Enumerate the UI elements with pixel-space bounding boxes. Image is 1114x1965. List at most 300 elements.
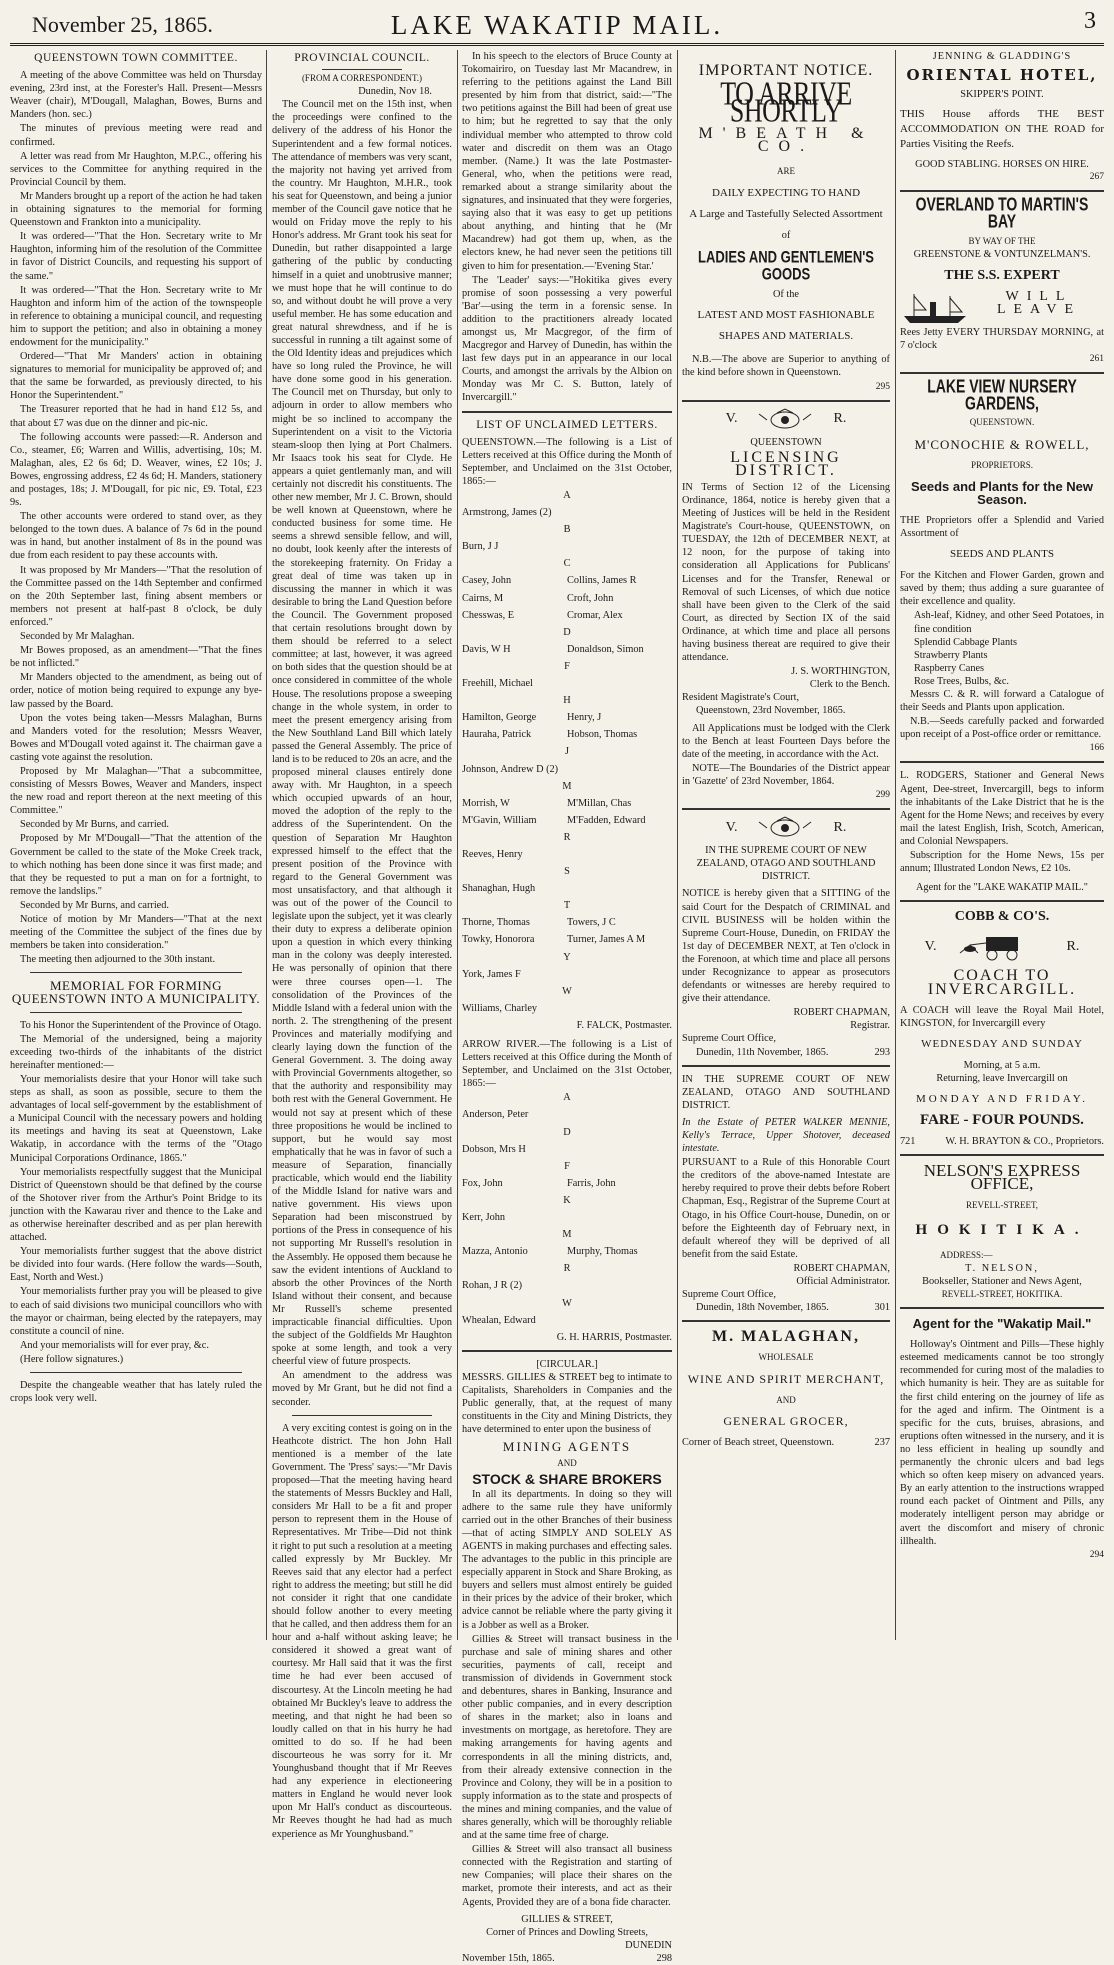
paragraph: Mr Manders brought up a report of the action he had taken in obtaining signatures to the memorial for forming Queenstown and Frankton into a municipality. [10, 190, 262, 229]
advert-text: N.B.—The above are Superior to anything of the kind before shown in Queenstown. [682, 354, 890, 379]
addressee-name [567, 848, 672, 861]
addressee-name [567, 1211, 672, 1224]
ad-footer [462, 1952, 672, 1965]
addressee-name: Hauraha, Patrick [462, 729, 532, 741]
column-rule [457, 50, 458, 1640]
paragraph: In his speech to the electors of Bruce County at Tokomairiro, on Tuesday last Mr Macandrew, in referring to the petitions against the Land Bill presented by him from that district, said:—"The two petitions against the Bill had been of great use to him; but he regretted to say that the only individual member who attempted to throw cold water and discredit on them was an Otago member. (Name.) It was the late Postmaster-General, who, when the petitions were read, remarked about a strange similarity about the signatures, and insinuated that they were forgeries, saying also that it was easy to get up petitions about anything, and hinting that he (Mr Macandrew) had got them up, when, as the electors knew, he had never seen the petitions till given to him for presentation.—'Evening Star.' [462, 51, 672, 272]
addressee-name [567, 1314, 672, 1327]
ad-footer [900, 1135, 1104, 1148]
firm-address: Corner of Beach street, Queenstown. [682, 1436, 835, 1448]
ship-name: THE S.S. EXPERT [944, 267, 1060, 283]
ad-number: 261 [1089, 354, 1104, 365]
section-heading: LIST OF UNCLAIMED LETTERS. [476, 418, 658, 431]
ad-number: 267 [1089, 172, 1104, 183]
addressee-name: Hobson, Thomas [567, 729, 638, 741]
alphabet-divider: F [564, 1160, 570, 1172]
steamship-icon [900, 290, 970, 326]
alphabet-divider: D [563, 1126, 571, 1138]
firm-name: M'CONOCHIE & ROWELL, [914, 436, 1090, 452]
addressee-name: Davis, W H [462, 643, 511, 655]
divider [900, 190, 1104, 192]
addressee-name: York, James F [462, 968, 521, 980]
advert-text: L. RODGERS, Stationer and General News Agent, Dee-street, Invercargill, begs to inform the inhabitants of the Lake District that he is the Agent for the Home News; and receives by every mail the latest English, Irish, Scotch, American, and Colonial Newspapers. [900, 770, 1104, 847]
advert-text: AND [557, 1458, 577, 1469]
advert-text: WEDNESDAY AND SUNDAY [921, 1037, 1083, 1050]
paragraph: (Here follow signatures.) [20, 1353, 124, 1365]
notice-heading: QUEENSTOWN [750, 436, 822, 448]
advert-text: DAILY EXPECTING TO HAND [711, 186, 861, 199]
column-5 [900, 50, 1104, 1640]
advert-text: REVELL-STREET, [965, 1199, 1039, 1210]
ad-number: 294 [1089, 1549, 1104, 1560]
advert-text: Morning, at 5 a.m. [963, 1059, 1041, 1071]
addressee-name [567, 1108, 672, 1121]
alphabet-divider: W [562, 985, 572, 997]
firm-name: M. MALAGHAN, [712, 1328, 860, 1346]
signature: G. H. HARRIS, Postmaster. [556, 1331, 672, 1343]
signature-title: Registrar. [850, 1020, 890, 1032]
advert-text: GREENSTONE & VONTUNZELMAN'S. [913, 248, 1091, 260]
alphabet-divider: Y [563, 951, 571, 963]
addressee-name: Towky, Honorora [462, 934, 535, 946]
notice-heading: LICENSING DISTRICT. [730, 448, 842, 479]
advert-text: MONDAY AND FRIDAY. [915, 1093, 1089, 1106]
alphabet-divider: K [563, 1194, 571, 1206]
letter-row [462, 916, 672, 929]
letter-row [462, 882, 672, 895]
advert-text: MESSRS. GILLIES & STREET beg to intimate to Capitalists, Shareholders in Companies and the Public generally, that, at the request of many constituents in the City and Mining Districts, they have determined to enter upon the business of [462, 1371, 672, 1436]
addressee-name: Murphy, Thomas [567, 1246, 638, 1258]
divider [682, 1320, 890, 1322]
paragraph: Ordered—"That Mr Manders' action in obtaining signatures to memorial for municipality be approved of; and that the same be forwarded, as previously directed, to his Honor the Superintendent." [10, 351, 262, 402]
column-rule [895, 50, 896, 1640]
addressee-name: Dobson, Mrs H [462, 1143, 526, 1155]
letters-intro: ARROW RIVER.—The following is a List of Letters received at this Office during the Month of September, and Unclaimed on the 31st October, 1865:— [462, 1039, 672, 1090]
advert-text: GOOD STABLING. HORSES ON HIRE. [915, 159, 1089, 171]
advert-headline: LADIES AND GENTLEMEN'S GOODS [698, 246, 874, 284]
seed-item: Raspberry Canes [914, 662, 985, 674]
addressee-name [567, 763, 672, 776]
advert-text: WINE AND SPIRIT MERCHANT, [687, 1371, 885, 1386]
advert-text: WILL LEAVE [996, 288, 1082, 318]
paragraph: Seconded by Mr Burns, and carried. [20, 899, 169, 911]
divider [462, 1350, 672, 1352]
notice-heading: IN THE SUPREME COURT OF NEW ZEALAND, OTAGO AND SOUTHLAND DISTRICT. [696, 845, 876, 883]
notice-text: All Applications must be lodged with the Clerk to the Bench at least Fourteen Days before the date of the meeting, in accordance with the Act. [682, 722, 890, 760]
notice-footer [682, 1301, 890, 1314]
crest-letter: R. [833, 411, 847, 427]
addressee-name [567, 968, 672, 981]
letter-row [462, 1002, 672, 1015]
firm-name: T. NELSON, [965, 1262, 1039, 1274]
article-body [272, 1422, 452, 1841]
column-rule [266, 50, 267, 1640]
column-rule [677, 50, 678, 1640]
addressee-name: Hamilton, George [462, 712, 537, 724]
paragraph: A very exciting contest is going on in the Heathcote district. The hon John Hall mentioned is a member of the late Government. The 'Press' says:—"Mr Davis proposed—That the meeting having heard the statements of Messrs Buckley and Hall, considers Mr Hall to be a fit and proper person to represent them in the House of Representatives. Mr Tribe—Did not think it right to put such a resolution at a meeting called expressly by Mr Buckley. Mr Reeves said that any elector had a perfect right to address the meeting; but still he did not consider it right that one candidate should follow another to every meeting that he called, and then address them for an hour and a-half without asking leave; he considered it showed a great want of courtesy. Mr Hall said that it was the first time he had ever been accused of discourtesy. At the Lincoln meeting he had obtained Mr Buckley's leave to address the meeting, and that night he had been so loudly called on that in his hurry he had omitted to do so. If he had been discourteous he was sorry for it. Mr Younghusband thought that if Mr Reeves had any experience in electioneering matters in England he would never look upon Mr Hall's conduct as discourteous. Mr Reeves thought he had had as much experience as Mr Younghusband." [272, 1422, 452, 1840]
addressee-name: Freehill, Michael [462, 678, 533, 690]
advert-text: Messrs C. & R. will forward a Catalogue of their Seeds and Plants upon application. [900, 689, 1104, 714]
advert-heading: JENNING & GLADDING'S [932, 51, 1072, 62]
letter-row [462, 933, 672, 946]
paragraph: It was ordered—"That the Hon. Secretary write to Mr Haughton and inform him of the action of the townspeople in reference to obtaining a municipal council, and requesting him to support the petition; and also in obtaining a money endowment for the municipality." [10, 284, 262, 348]
advert-text: PROPRIETORS. [970, 459, 1034, 470]
ad-number: 298 [656, 1952, 672, 1964]
crest-letter: V. [725, 819, 738, 835]
alphabet-divider: W [562, 1297, 572, 1309]
ad-number: 301 [874, 1302, 890, 1314]
paragraph: Proposed by Mr Malaghan—"That a subcommittee, consisting of Messrs Bowes, Weaver and Manders, inspect the new road and report thereon at the next meeting of this Committee." [10, 765, 262, 817]
addressee-name: Fox, John [462, 1177, 503, 1189]
office: Supreme Court Office, [682, 1033, 776, 1045]
addressee-name: M'Millan, Chas [567, 797, 632, 809]
paragraph: Your memorialists respectfully suggest that the Municipal District of Queenstown should be that defined by the course of the Shotover river from the Arthur's Point Bridge to its junction with the Kawarau river and thence to the Lake and as otherwise hereinafter described and as per plan herewith attached. [10, 1166, 262, 1244]
addressee-name: Towers, J C [567, 917, 616, 929]
addressee-name: Anderson, Peter [462, 1109, 529, 1121]
letters-list [462, 489, 672, 1015]
addressee-name: Mazza, Antonio [462, 1246, 528, 1258]
advert-text: Subscription for the Home News, 15s per annum; Illustrated London News, £2 10s. [900, 850, 1104, 875]
alphabet-divider: M [562, 780, 572, 792]
notice-date: Queenstown, 23rd November, 1865. [696, 705, 846, 717]
paragraph: Your memorialists further pray you will be pleased to give to each of said divisions two municipal councillors who with the mayor or chairman, being elected by the ratepayers, may constitute a council of nine. [10, 1286, 262, 1337]
advert-text: THE Proprietors offer a Splendid and Varied Assortment of [900, 514, 1104, 539]
advert-text: Holloway's Ointment and Pills—These highly esteemed medicaments cannot be too strongly recommended for curing most of the maladies to which humanity is heir. They are as suitable for the first child entering on the journey of life as for the aged and infirm. The Ointment is a specific for the cuts, bruises, abrasions, and eruptions often witnessed in the nursery, and it is no less efficient in healing up soundly and permanently the chronic ulcers and bad legs which so often keep misery on advanced years. By an early attention to the instructions wrapped round each packet of Ointment and Pills, any moderately intelligent person may abridge or avert the discomfort and misery of chronic illhealth. [900, 1339, 1104, 1547]
divider [682, 400, 890, 402]
advert-heading: Seeds and Plants for the New Season. [910, 478, 1094, 507]
dateline: Dunedin, Nov 18. [358, 86, 432, 98]
addressee-name: Kerr, John [462, 1212, 506, 1224]
notice-date: Dunedin, 11th November, 1865. [696, 1046, 829, 1058]
advert-text: BY WAY OF THE [968, 235, 1036, 246]
seed-item: Strawberry Plants [914, 649, 988, 661]
paragraph: The Memorial of the undersigned, being a majority exceeding two-thirds of the inhabitants of the district hereinafter mentioned:— [10, 1033, 262, 1071]
ad-number: 166 [1089, 743, 1104, 754]
notice-text: PURSUANT to a Rule of this Honorable Court the creditors of the above-named Intestate are hereby required to prove their debts before Robert Chapman, Esq., Registrar of the Supreme Court at Otago, in his Office Court-house, Dunedin, on or before the Eighteenth day of February next, in default whereof they will be deprived of all benefit from the said Estate. [682, 1157, 890, 1260]
addressee-name [567, 1143, 672, 1156]
divider [900, 761, 1104, 763]
divider [292, 1415, 432, 1416]
letter-row [462, 1211, 672, 1224]
letter-row [462, 1108, 672, 1121]
paragraph: A letter was read from Mr Haughton, M.P.C., offering his services to the Committee for anything required in the Provincial Council by them. [10, 150, 262, 188]
notice-heading: IN THE SUPREME COURT OF NEW ZEALAND, OTAGO AND SOUTHLAND DISTRICT. [682, 1073, 890, 1111]
letter-row [462, 574, 672, 587]
advert-headline: OVERLAND TO MARTIN'S BAY [915, 193, 1089, 232]
paragraph: Mr Bowes proposed, as an amendment—"That the fines be not inflicted." [10, 645, 262, 670]
paragraph: Mr Manders objected to the amendment, as being out of order, notice of motion being required to expunge any bye-law passed by the Board. [10, 672, 262, 710]
letter-row [462, 848, 672, 861]
paragraph: Seconded by Mr Burns, and carried. [20, 819, 169, 831]
divider [900, 1154, 1104, 1156]
alphabet-divider: A [563, 1092, 571, 1104]
advert-text: Returning, leave Invercargill on [936, 1072, 1068, 1084]
city: DUNEDIN [625, 1939, 672, 1951]
royal-crest-icon [757, 816, 813, 838]
advert-heading: STOCK & SHARE BROKERS [472, 1470, 662, 1487]
addressee-name: Chesswas, E [462, 609, 515, 621]
advert-text: Rees Jetty EVERY THURSDAY MORNING, at 7 o'clock [900, 326, 1104, 352]
addressee-name: Johnson, Andrew D (2) [462, 763, 559, 775]
paragraph: The 'Leader' says:—"Hokitika gives every promise of soon possessing a very powerful 'Bar'—using the term in a forensic sense. In addition to the practitioners already located amongst us, Mr Macgregor, of the firm of Macgregor and Harvey of Dunedin, has within the last few days put in an appearance in our local Courts, and amongst the arrivals by the Albion on Monday was Mr C. S. Button, lately of Invercargill." [462, 274, 672, 404]
addressee-name: Reeves, Henry [462, 848, 523, 860]
paragraph: The minutes of previous meeting were read and confirmed. [10, 123, 262, 148]
alphabet-divider: T [563, 900, 571, 912]
newspaper-title: LAKE WAKATIP MAIL. [390, 10, 724, 40]
letter-row [462, 677, 672, 690]
addressee-name: Burn, J J [462, 541, 499, 553]
firm-address: Corner of Princes and Dowling Streets, [486, 1926, 648, 1938]
byline: (FROM A CORRESPONDENT.) [301, 73, 423, 84]
advert-text: SEEDS AND PLANTS [950, 548, 1054, 561]
column-3 [462, 50, 672, 1964]
office: Supreme Court Office, [682, 1289, 776, 1301]
letters-list [462, 1091, 672, 1326]
seed-item: Rose Trees, Bulbs, &c. [914, 675, 1009, 687]
addressee-name: M'Fadden, Edward [567, 814, 646, 826]
ad-number: 237 [874, 1436, 890, 1448]
advert-text: THIS House affords THE BEST ACCOMMODATION ON THE ROAD for Parties Visiting the Reefs. [900, 108, 1104, 151]
advert-text: ADDRESS:— [940, 1249, 993, 1260]
article-heading: PROVINCIAL COUNCIL. [294, 52, 430, 64]
paragraph: Upon the votes being taken—Messrs Malaghan, Burns and Manders voted for the resolution; Messrs Weaver, Bowes and M'Dougall voted against it. The chairman gave a casting vote against the resolution. [10, 712, 262, 763]
letter-row [462, 1279, 672, 1292]
addressee-name: Cromar, Alex [567, 609, 623, 621]
addressee-name: Morrish, W [462, 797, 510, 809]
masthead [10, 6, 1104, 46]
divider [462, 411, 672, 413]
advert-text: For the Kitchen and Flower Garden, grown and saved by them; thus adding a sure guarantee of their excellence and quality. [900, 570, 1104, 608]
ad-number: 721 [900, 1136, 916, 1148]
divider [30, 1372, 242, 1373]
alphabet-divider: R [563, 1263, 571, 1275]
alphabet-divider: B [563, 524, 571, 536]
article-heading: QUEENSTOWN TOWN COMMITTEE. [34, 52, 238, 64]
letter-row [462, 643, 672, 656]
advert-text: QUEENSTOWN. [969, 417, 1035, 428]
addressee-name [567, 540, 672, 553]
addressee-name: Farris, John [567, 1177, 616, 1189]
signature: ROBERT CHAPMAN, [793, 1007, 890, 1019]
divider [900, 1307, 1104, 1309]
ad-footer [682, 1436, 890, 1449]
article-body [10, 1019, 262, 1366]
letter-row [462, 763, 672, 776]
alphabet-divider: F [564, 660, 570, 672]
notice-footer [682, 1046, 890, 1059]
addressee-name: Casey, John [462, 575, 512, 587]
notice-date: Dunedin, 18th November, 1865. [696, 1302, 829, 1314]
alphabet-divider: M [562, 1229, 572, 1241]
firm-name: M'BEATH & CO. [698, 125, 874, 156]
article-body [272, 98, 452, 1408]
ad-number: 299 [875, 790, 890, 801]
divider [682, 808, 890, 810]
divider [30, 1012, 242, 1013]
crest-letter: R. [1066, 938, 1080, 954]
royal-crest-header [682, 816, 890, 838]
letter-row [462, 1143, 672, 1156]
seed-list [900, 609, 1104, 688]
advert-body [462, 1488, 672, 1909]
letter-row [462, 1245, 672, 1258]
signature: J. S. WORTHINGTON, [791, 666, 890, 678]
paragraph: In all its departments. In doing so they will adhere to the same rule they have uniformly carried out in the other Branches of their business—that of acting SIMPLY AND SOLELY AS AGENTS in making purchases and effecting sales. The advantages to the public in this principle are especially apparent in Stock and Share Broking, as buyers and sellers must almost entirely be guided in their prices by the advice of their broker, which advice cannot be reliable where the party giving it is a Jobber as well as a Broker. [462, 1488, 672, 1631]
letter-row [462, 814, 672, 827]
news-item: Despite the changeable weather that has lately ruled the crops look very well. [10, 1380, 262, 1405]
advert-text: REVELL-STREET, HOKITIKA. [941, 1289, 1063, 1299]
page-number: 3 [1084, 8, 1096, 34]
coach-header [900, 931, 1104, 961]
notice-text: NOTICE is hereby given that a SITTING of the said Court for the Despatch of CRIMINAL and CIVIL BUSINESS will be holden within the Supreme Court-House, Dunedin, on FRIDAY the 1st day of DECEMBER NEXT, at Ten o'clock in the Forenoon, at which time and place all persons under Recognizance to appear as prosecutors defendants or witnesses are hereby required to give their attendance. [682, 888, 890, 1005]
divider [322, 69, 402, 70]
paragraph: An amendment to the address was moved by Mr Grant, but he did not find a seconder. [272, 1370, 452, 1408]
royal-crest-icon [757, 408, 813, 430]
advert-headline: COACH TO INVERCARGILL. [927, 967, 1077, 998]
letter-row [462, 1177, 672, 1190]
paragraph: The Treasurer reported that he had in hand £12 5s, and that about £7 was due on the dinner and pic-nic. [10, 404, 262, 429]
seed-item: Ash-leaf, Kidney, and other Seed Potatoes, in fine condition [914, 610, 1104, 635]
article-body [10, 69, 262, 966]
signature: F. FALCK, Postmaster. [576, 1019, 672, 1031]
addressee-name [567, 1279, 672, 1292]
paragraph: It was proposed by Mr Manders—"That the resolution of the Committee passed on the 14th September and confirmed on the 20th September last, fining absent members or members not present at half-past 8 o'clock, be duly enforced." [10, 564, 262, 628]
advert-heading: IMPORTANT NOTICE. [698, 62, 874, 79]
addressee-name: Croft, John [567, 592, 614, 604]
divider [900, 900, 1104, 902]
addressee-name: Armstrong, James (2) [462, 507, 552, 519]
addressee-name: Donaldson, Simon [567, 643, 644, 655]
article-heading: MEMORIAL FOR FORMING QUEENSTOWN INTO A MUNICIPALITY. [11, 978, 261, 1007]
alphabet-divider: R [563, 831, 571, 843]
crest-letter: V. [725, 411, 738, 427]
advert-headline: NELSON'S EXPRESS OFFICE, [923, 1161, 1081, 1194]
advert-text: AND [776, 1394, 796, 1405]
advert-text: Of the [772, 289, 800, 301]
article-body [462, 50, 672, 405]
letter-row [462, 797, 672, 810]
addressee-name: Shanaghan, Hugh [462, 883, 536, 895]
paragraph: It was ordered—"That the Hon. Secretary write to Mr Haughton, informing him of the resolution of the Committee in favor of District Councils, and requesting his support of the same." [10, 231, 262, 282]
estate-name: In the Estate of PETER WALKER MENNIE, Kelly's Terrace, Upper Shotover, deceased intestate. [682, 1116, 890, 1155]
letter-row [462, 1314, 672, 1327]
ad-number: 295 [875, 381, 890, 392]
paragraph: The following accounts were passed:—R. Anderson and Co., steamer, £6; Warren and Willis, advertising, 10s; M. Malaghan, ales, £2 6s 6d; D. Weaver, wines, £2 10s; J. Bowes, engrossing address, £2 4s 6d; H. Manders, stationery and postages, 18s; J. M'Dougall, for pic nic, £9. Total, £23 9s. [10, 431, 262, 509]
column-2 [272, 50, 452, 1840]
addressee-name [567, 882, 672, 895]
alphabet-divider: A [563, 490, 571, 501]
divider [30, 972, 242, 973]
advert-heading: Agent for the "Wakatip Mail." [912, 1316, 1092, 1332]
addressee-name: Collins, James R [567, 575, 637, 587]
paragraph: Your memorialists desire that your Honor will take such steps as shall, as soon as possible, secure to them the advantages of local self-government by the establishment of a Municipal Council with the necessary powers and holding its meetings and having its seat at Queenstown, Lake Wakatip, in accordance with the terms of the "Otago Municipal Corporations Ordinance, 1865." [10, 1073, 262, 1164]
advert-text: A Large and Tastefully Selected Assortment [689, 207, 883, 220]
column-4 [682, 50, 890, 1640]
divider [900, 372, 1104, 374]
paragraph: Your memorialists further suggest that the above district be divided into four wards. (Here follow the wards—South, East, North and West.) [10, 1246, 262, 1284]
addressee-name: M'Gavin, William [462, 814, 537, 826]
addressee-name [567, 1002, 672, 1015]
letter-row [462, 540, 672, 553]
alphabet-divider: J [564, 746, 569, 758]
addressee-name: Whealan, Edward [462, 1314, 536, 1326]
crest-letter: V. [924, 938, 937, 954]
fare: FARE - FOUR POUNDS. [920, 1112, 1084, 1129]
paragraph: The meeting then adjourned to the 30th instant. [20, 954, 216, 966]
letters-intro: QUEENSTOWN.—The following is a List of Letters received at this Office during the Month of September, and Unclaimed on the 31st October, 1865:— [462, 436, 672, 487]
letter-row [462, 609, 672, 622]
signature-title: Clerk to the Bench. [809, 679, 890, 691]
column-1 [10, 50, 262, 1640]
alphabet-divider: H [563, 695, 571, 707]
advert-headline: TO ARRIVE SHORTLY [720, 74, 852, 130]
addressee-name: Turner, James A M [567, 934, 646, 946]
letter-row [462, 968, 672, 981]
circular-label: [CIRCULAR.] [536, 1358, 598, 1370]
paragraph: Gillies & Street will transact business in the purchase and sale of mining shares and other securities, payments of call, receipt and transmission of dividends in Government stock and debentures, shares in Banking, Insurance and other public companies, and in every description of shares in the market; also in loans and investments on mortgage, as heretofore. They are making arrangements for having agents and correspondents in all the mining districts, and, from their already extensive connection in the Province and Colony, they will be in a position to supply information as to the state and prospects of the mines and mining companies, and the value of shares generally, which will be thoroughly reliable and at the same time free of charge. [462, 1633, 672, 1842]
crest-letter: R. [833, 819, 847, 835]
advert-text: ARE [777, 166, 795, 177]
addressee-name: Williams, Charley [462, 1002, 538, 1014]
addressee-name [567, 677, 672, 690]
advert-text: A COACH will leave the Royal Mail Hotel, KINGSTON, for Invercargill every [900, 1004, 1104, 1029]
stagecoach-icon [956, 931, 1046, 961]
paragraph: Seconded by Mr Malaghan. [20, 631, 135, 643]
firm-name: GILLIES & STREET, [521, 1913, 613, 1925]
paragraph: The Council met on the 15th inst, when the proceedings were confined to the delivery of the address of his Honor the Superintendent and a few formal notices. The attendance of members was very scant, the majority not having yet arrived from the country. Mr Haughton, M.H.R., took his seat for Queenstown, and being a junior member of the Council gave notice that he would on Friday move the reply to his Honor's address. Mr Grant took his seat for Dunedin, but rather disappointed a large gathering of the public by conducting himself in a quiet and unobtrusive manner; we must hope that he will continue to do so, and without doubt he will prove a very useful member. He has some education and great natural shrewdness, and if he is successful in running a tilt against some of the Old Identity ideas and prejudices which have so long ruled the Province, he will have done some good in his generation. The Council met on Thursday, but only to adjourn in order to allow members who might be so inclined to accompany the Superintendent on a visit to the Victoria steam-sloop then lying at Port Chalmers. Mr Isaacs took his seat for Clyde. He appears a quiet gentlemanly man, and will certainly not discredit his constituents. The other new member, Mr J. C. Brown, should be well known at Queenstown, where he conducted business for some time. He seems a shrewd sensible fellow, and will, no doubt, look keenly after the interests of the storekeeping fraternity. On Friday a great deal of time was taken up in discussing the manner in which it was desirable to bring the Land Question before the Council. The Government proposed that certain resolutions brought down by them should be referred to a select committee; at last, however, it was agreed on both sides that the question should be at once considered in committee of the whole House. The resolutions propose a sweeping change in the whole system, in order to meet the present emergency arising from the New Southland Land Bill which lately passed the General Assembly. The price of land is to be reduced to 20s an acre, and the proposed mineral clauses entirely done away with. Mr Haughton, in a speech which occupied upwards of an hour, moved the adoption of the reply to the address of the Superintendent. On the question of Separation Mr Haughton expressed himself to the effect that the present position of the Province with regard to the General Government was most unsatisfactory, and that although it was out of the power of the Council to legislate upon the subject, yet it was clearly their duty to express a deliberate opinion upon a question in which every thinking man in the colony was deeply interested. He was personally of opinion that there were three courses open—1. The consolidation of the Provinces of the Middle Island with a federal union with the north. 2. The strengthening of the present Provinces and materially modifying and clearly laying down the function of the General Government. 3. The doing away with Provincial Governments altogether, so that the authority and responsibility may both rest with the General Government. He would not say at present which of these three propositions he would be inclined to support, but he would say most emphatically that he was in favor of such a measure of Separation, financially practicable, which would end the liability of the Middle Island for native wars and native government. His views upon Separation had been misconstrued by portions of the Press in consequence of his not supporting Mr Russell's resolution in the Assembly. He opposed them because he saw the evident intentions of Auckland to absorb the other Provinces of the North Island without their consent, and because Mr Russell's scheme presented impracticable financial difficulties. Upon the subject of the Goldfields Mr Haughton spoke at some length, and took a very cheerful view of future prospects. [272, 99, 452, 1368]
paragraph: Proposed by Mr M'Dougall—"That the attention of the Government be called to the state of the Moke Creek track, to which nothing has been done since it was first made; and that they be requested to put a man on for a fortnight, to remove the landslips." [10, 833, 262, 897]
letter-row [462, 728, 672, 741]
alphabet-divider: S [564, 866, 570, 878]
advert-text: of [781, 229, 791, 241]
issue-date: November 25, 1865. [32, 12, 213, 37]
alphabet-divider: C [563, 558, 571, 570]
addressee-name: Henry, J [567, 712, 602, 724]
signature-title: Official Administrator. [796, 1276, 890, 1288]
advert-heading: MINING AGENTS [502, 1439, 632, 1455]
office: Resident Magistrate's Court, [682, 692, 800, 704]
newspaper-page [10, 6, 1104, 1964]
letter-row [462, 592, 672, 605]
paragraph: A meeting of the above Committee was held on Thursday evening, 23rd inst, at the Forester's Hall. Present—Messrs Weaver (chair), M'Dougall, Malaghan, Bowes, Burns and Manders (hon. sec.) [10, 70, 262, 121]
seed-item: Splendid Cabbage Plants [914, 636, 1017, 648]
letter-row [462, 506, 672, 519]
addressee-name: Thorne, Thomas [462, 917, 530, 929]
alphabet-divider: D [563, 626, 571, 638]
ad-date: November 15th, 1865. [462, 1952, 555, 1964]
advert-text: Agent for the "LAKE WAKATIP MAIL." [916, 882, 1088, 894]
letter-row [462, 711, 672, 724]
proprietors: W. H. BRAYTON & CO., Proprietors. [945, 1136, 1104, 1148]
notice-text: NOTE—The Boundaries of the District appear in 'Gazette' of 23rd November, 1864. [682, 762, 890, 787]
paragraph: And your memorialists will for ever pray, &c. [20, 1339, 209, 1351]
addressee-name: Cairns, M [462, 592, 504, 604]
hotel-name: ORIENTAL HOTEL, [906, 66, 1098, 85]
paragraph: Notice of motion by Mr Manders—"That at the next meeting of the Committee the subject of the fines due by members be taken into consideration." [10, 914, 262, 952]
paragraph: The other accounts were ordered to stand over, as they belonged to the town dues. A balance of 7s 6d in the pound was in hand, but another instalment of 8s in the pound was due from each resident to pay these accounts with. [10, 511, 262, 562]
advert-headline: HOKITIKA. [915, 1221, 1089, 1238]
advert-text: SHAPES AND MATERIALS. [718, 330, 854, 343]
hotel-location: SKIPPER'S POINT. [960, 89, 1044, 101]
advert-text: LATEST AND MOST FASHIONABLE [697, 309, 875, 322]
advert-headline: LAKE VIEW NURSERY GARDENS, [927, 375, 1077, 414]
advert-heading: COBB & CO'S. [954, 909, 1050, 925]
addressee-name: Rohan, J R (2) [462, 1280, 523, 1292]
royal-crest-header [682, 408, 890, 430]
divider [682, 1065, 890, 1067]
advert-text: GENERAL GROCER, [723, 1413, 849, 1428]
addressee-name [567, 506, 672, 519]
